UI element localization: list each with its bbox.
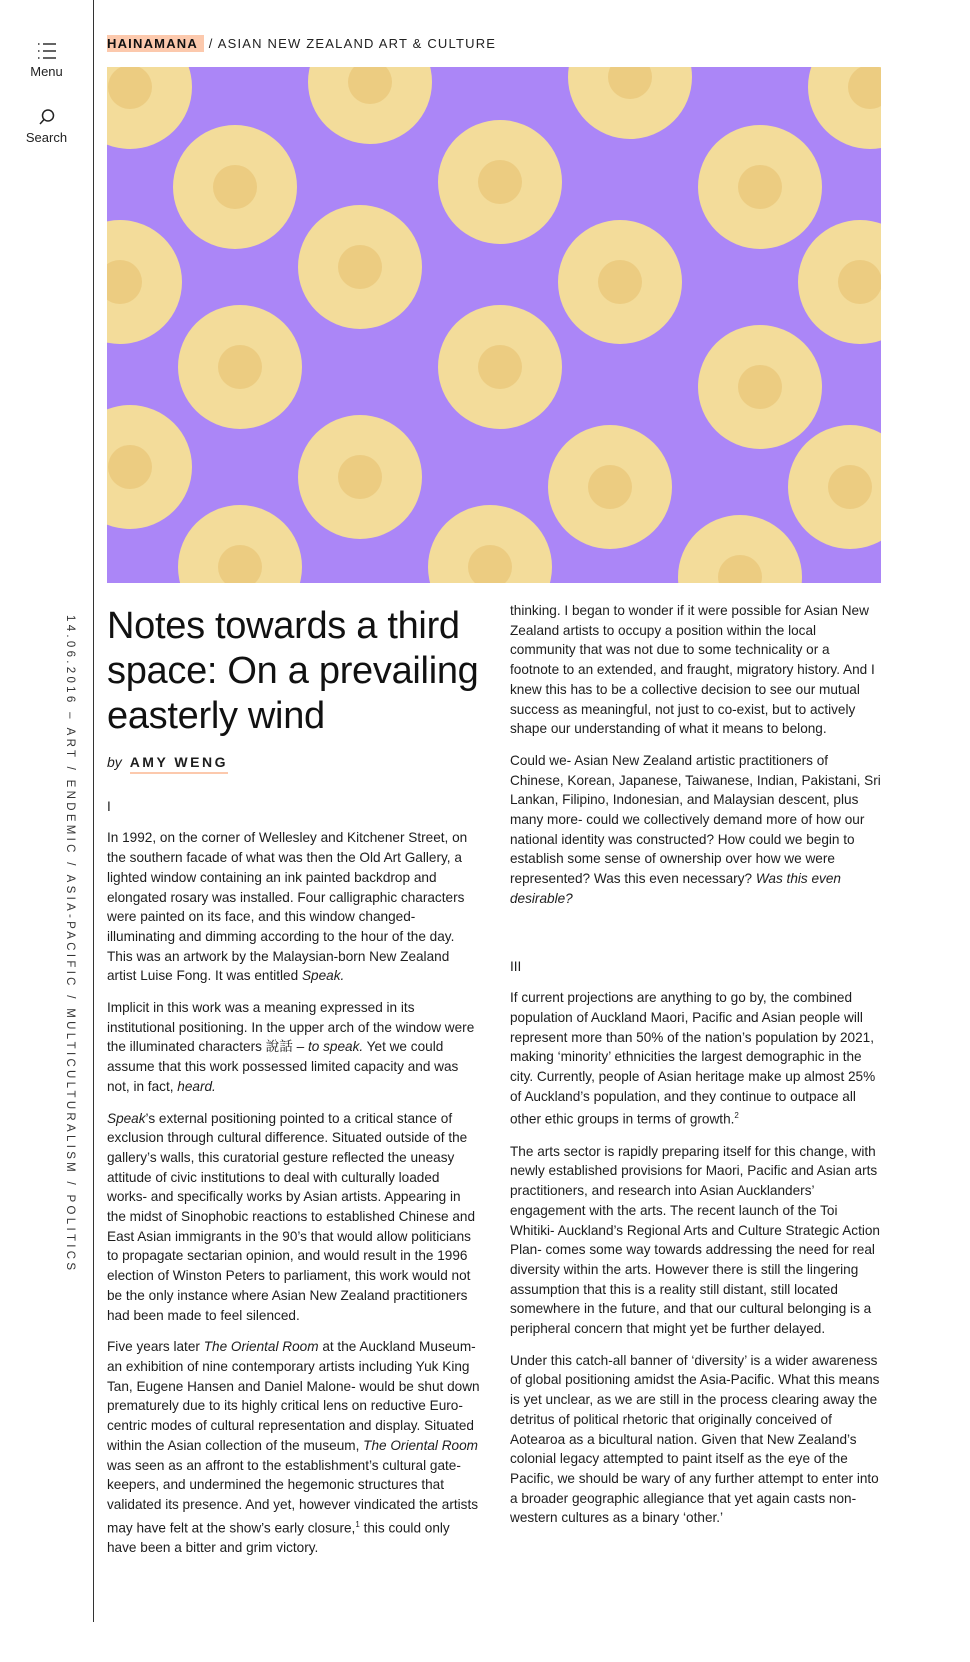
banana-slice — [298, 205, 422, 329]
italic-text: to speak. — [307, 1039, 364, 1055]
tag-link[interactable]: MULTICULTURALISM — [64, 1008, 76, 1176]
article-date: 14.06.2016 — [64, 615, 76, 706]
italic-text: heard. — [177, 1078, 216, 1094]
author-link[interactable]: AMY WENG — [130, 754, 228, 774]
banana-slice — [107, 220, 182, 344]
paragraph — [510, 601, 882, 739]
footnote-ref[interactable]: 1 — [355, 1519, 360, 1529]
text: was seen as an affront to the establishment’s cultural gate-keepers, and undermined the hegemonic structures that validated its presence. And yet, however vindicated the artists may have felt at the show’s early closure, — [107, 1457, 479, 1536]
banana-slice — [178, 505, 302, 583]
text: In 1992, on the corner of Wellesley and Kitchener Street, on the southern facade of what was then the Old Art Gallery, a lighted window containing an ink painted backdrop and elongated rosary was installed. Four calligraphic characters were painted on its face, and this window changed- illuminating and dimming according to the hour of the day. This was an artwork by the Malaysian-born New Zealand artist Luise Fong. It was entitled — [107, 830, 468, 984]
banana-slice — [788, 425, 881, 549]
italic-text: Speak. — [301, 968, 345, 984]
banana-slice — [798, 220, 881, 344]
text: The arts sector is rapidly preparing itself for this change, with newly established provisions for Maori, Pacific and Asian arts practitioners, and research into Asian Aucklanders’ engagement with the arts. The recent launch of the Toi Whitiki- Auckland’s Regional Arts and Culture Strategic Action Plan- comes some way towards addressing the need for real diversity within the arts. However there is still the lingering assumption that this is a reality still distant, still located somewhere in the future, and that our cultural belonging is a peripheral concern that might yet be further delayed. — [510, 1143, 880, 1337]
banana-slice — [808, 67, 881, 149]
section-heading: I — [107, 798, 111, 814]
section-heading: III — [510, 958, 522, 974]
banana-slices-image — [107, 67, 881, 583]
text: ’s external positioning pointed to a critical stance of exclusion through cultural difference. Situated outside of the gallery’s walls, this curatorial gesture reflected the uneasy attitude of civic institutions to deal with culturally loaded works- and specifically works by Asian artists. Appearing in the midst of Sinophobic reactions to established Chinese and East Asian immigrants in the 90’s that would allow politicians to propagate sectarian opinion, and would result in the 1996 election of Winston Peters to parliament, this work would not be the only instance where Asian New Zealand practitioners had been made to feel silenced. — [107, 1110, 476, 1323]
paragraph — [510, 751, 882, 909]
tag-link[interactable]: ART — [64, 727, 76, 761]
banana-slice — [568, 67, 692, 139]
banana-slice — [178, 305, 302, 429]
hero-image — [107, 67, 881, 583]
tag-link[interactable]: ENDEMIC — [64, 779, 76, 856]
paragraph — [107, 1109, 482, 1326]
site-tagline: ASIAN NEW ZEALAND ART & CULTURE — [217, 36, 497, 51]
banana-slice — [308, 67, 432, 144]
banana-slice — [438, 120, 562, 244]
article-right-column — [510, 601, 882, 1540]
tag-link[interactable]: POLITICS — [64, 1194, 76, 1274]
search-icon — [38, 108, 56, 126]
byline-prefix: by — [107, 754, 122, 770]
banana-slice — [428, 505, 552, 583]
text: at the Auckland Museum- an exhibition of nine contemporary artists including Yuk King Tan, Eugene Hansen and Daniel Malone- would be shut down prematurely due to its highly critical lens on reductive Euro-centric modes of cultural representation and display. Situated within the Asian collection of the museum, — [107, 1339, 480, 1453]
banana-slice — [107, 67, 192, 149]
banana-slice — [548, 425, 672, 549]
paragraph — [107, 828, 482, 986]
menu-icon — [37, 42, 57, 60]
paragraph — [510, 1351, 882, 1528]
italic-text: The Oriental Room — [203, 1339, 319, 1355]
menu-button[interactable] — [0, 42, 93, 79]
text: Five years later — [107, 1339, 204, 1355]
site-logo-link[interactable]: HAINAMANA — [107, 35, 204, 52]
banana-slice — [558, 220, 682, 344]
text: thinking. I began to wonder if it were possible for Asian New Zealand artists to occupy a position within the local community that was not due to some technicality or a footnote to an extended, and fraught, migratory history. And I knew this has to be a collective decision to see our mutual success as meaningful, not just to co-exist, but to actively shape our understanding of what it means to belong. — [510, 603, 875, 737]
menu-label: Menu — [30, 64, 63, 79]
article-title: Notes towards a third space: On a prevailing easterly wind — [107, 605, 479, 737]
paragraph — [107, 1337, 482, 1557]
banana-slice — [173, 125, 297, 249]
paragraph — [107, 998, 482, 1097]
search-button[interactable] — [0, 108, 93, 145]
banana-slice — [438, 305, 562, 429]
banana-slice — [698, 325, 822, 449]
breadcrumb-separator: / — [208, 36, 214, 51]
banana-slice — [107, 405, 192, 529]
search-label: Search — [25, 130, 68, 145]
text: Yet we could assume that this work possessed limited capacity and was not, in fact, — [107, 1039, 459, 1094]
text: If current projections are anything to go by, the combined population of Auckland Maori, Pacific and Asian people will represent more than 50% of the nation’s population by 2021, making ‘minority’ ethnicities the largest demographic in the city. Currently, people of Asian heritage make up almost 25% of Auckland’s population, and they continue to outpace all other ethic groups in terms of growth. — [510, 990, 876, 1127]
paragraph — [510, 988, 882, 1129]
banana-slice — [298, 415, 422, 539]
footnote-ref[interactable]: 2 — [734, 1111, 739, 1121]
byline — [107, 753, 482, 773]
text: Could we- Asian New Zealand artistic practitioners of Chinese, Korean, Japanese, Taiwanese, Indian, Pakistani, Sri Lankan, Filipino, Indonesian, and Malaysian descent, plus many more- could we collectively demand more of how our national identity was constructed? How could we begin to establish some sense of ownership over how we were represented? Was this even necessary? — [510, 752, 881, 887]
breadcrumb — [107, 36, 496, 51]
text: this could only have been a bitter and grim victory. — [107, 1520, 450, 1555]
banana-slice — [678, 515, 802, 583]
italic-text: The Oriental Room — [363, 1437, 478, 1453]
italic-text: Speak — [107, 1110, 146, 1126]
text: Implicit in this work was a meaning expressed in its institutional positioning. In the upper arch of the window were the illuminated characters 說話 – — [107, 1000, 475, 1055]
tag-link[interactable]: ASIA-PACIFIC — [64, 874, 76, 989]
meta-dash: – — [64, 712, 76, 722]
italic-text: Was this even desirable? — [510, 871, 841, 906]
banana-slice — [698, 125, 822, 249]
text: Under this catch-all banner of ‘diversity’ is a wider awareness of global positioning amidst the Asia-Pacific. What this means is yet unclear, as we are still in the process clearing away the detritus of political rhetoric that originally conceived of Aotearoa as a bicultural nation. Given that New Zealand’s colonial legacy attempted to paint itself as the eye of the Pacific, we should be wary of any further attempt to enter into a broader geographic allegiance that yet again casts non-western cultures as a binary ‘other.’ — [510, 1352, 880, 1526]
article-meta: 14.06.2016 – ART / ENDEMIC / ASIA-PACIFIC / MULTICULTURALISM / POLITICS — [64, 615, 76, 1274]
paragraph — [510, 1142, 882, 1339]
sidebar — [0, 0, 94, 1622]
article-left-column — [107, 604, 482, 1570]
